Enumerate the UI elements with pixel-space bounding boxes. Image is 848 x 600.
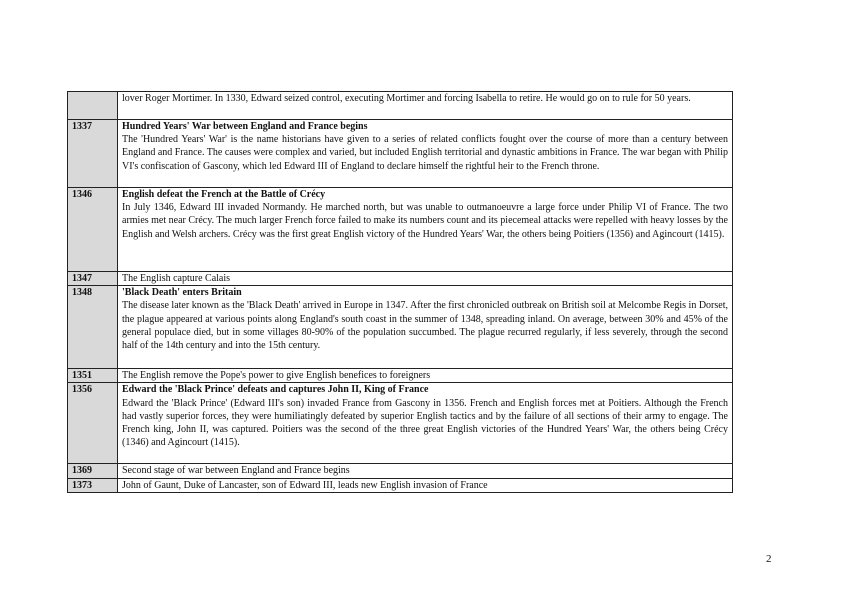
year-cell: 1347 (68, 272, 118, 286)
year-cell: 1356 (68, 383, 118, 464)
event-text: John of Gaunt, Duke of Lancaster, son of Edward III, leads new English invasion of France (122, 479, 488, 491)
event-cell (118, 120, 733, 188)
table-row (68, 120, 733, 188)
event-heading: Edward the 'Black Prince' defeats and captures John II, King of France (122, 384, 429, 396)
event-text: The 'Hundred Years' War' is the name historians have given to a series of related conflicts fought over the course of more than a century between England and France. The causes were complex and varied, but included English territorial and dynastic ambitions in France. The war began with Philip VI's confiscation of Gascony, which led Edward III of England to declare himself the rightful heir to the French throne. (122, 134, 728, 172)
table-row (68, 286, 733, 369)
event-heading: English defeat the French at the Battle of Crécy (122, 189, 326, 200)
table-row (68, 272, 733, 286)
table-row (68, 383, 733, 464)
event-cell (118, 464, 733, 478)
year-cell: 1373 (68, 478, 118, 492)
event-text: lover Roger Mortimer. In 1330, Edward seized control, executing Mortimer and forcing Isabella to retire. He would go on to rule for 50 years. (122, 93, 691, 104)
event-text: The disease later known as the 'Black Death' arrived in Europe in 1347. After the first chronicled outbreak on British soil at Melcombe Regis in Dorset, the plague appeared at various points along England's south coast in the summer of 1348, spreading inland. On average, between 30% and 45% of the general populace died, but in some villages 80-90% of the population succumbed. The plague recurred regularly, if less severely, through the second half of the 14th century and into the 15th century. (122, 300, 728, 352)
table-row (68, 464, 733, 478)
event-cell (118, 272, 733, 286)
event-text: Second stage of war between England and France begins (122, 465, 350, 477)
event-heading: Hundred Years' War between England and France begins (122, 121, 368, 132)
page-number: 2 (766, 553, 772, 565)
year-cell: 1337 (68, 120, 118, 188)
table-row (68, 478, 733, 492)
table-row (68, 92, 733, 120)
table-row (68, 188, 733, 272)
event-text: Edward the 'Black Prince' (Edward III's son) invaded France from Gascony in 1356. French and English forces met at Poitiers. Although the French had vastly superior forces, they were humiliatingly defeated by superior English tactics and by the failure of all sections of their army to engage. The French king, John II, was captured. Poitiers was the second of the three great English victories of the Hundred Years' War, the others being Crécy (1346) and Agincourt (1415). (122, 397, 728, 449)
year-cell: 1369 (68, 464, 118, 478)
event-cell (118, 478, 733, 492)
year-cell: 1351 (68, 369, 118, 383)
table-row (68, 369, 733, 383)
year-cell (68, 92, 118, 120)
event-cell (118, 369, 733, 383)
event-cell (118, 286, 733, 369)
event-cell (118, 383, 733, 464)
event-heading: 'Black Death' enters Britain (122, 287, 242, 299)
event-cell (118, 92, 733, 120)
year-cell: 1346 (68, 188, 118, 272)
timeline-table (67, 91, 733, 493)
event-text: The English capture Calais (122, 273, 231, 284)
event-text: The English remove the Pope's power to give English benefices to foreigners (122, 370, 431, 382)
event-cell (118, 188, 733, 272)
year-cell: 1348 (68, 286, 118, 369)
event-text: In July 1346, Edward III invaded Normandy. He marched north, but was unable to outmanoeuvre a large force under Philip VI of France. The two armies met near Crécy. The much larger French force failed to make its numbers count and its piecemeal attacks were repelled with heavy losses by the English and Welsh archers. Crécy was the first great English victory of the Hundred Years' War, the others being Poitiers (1356) and Agincourt (1415). (122, 202, 728, 240)
